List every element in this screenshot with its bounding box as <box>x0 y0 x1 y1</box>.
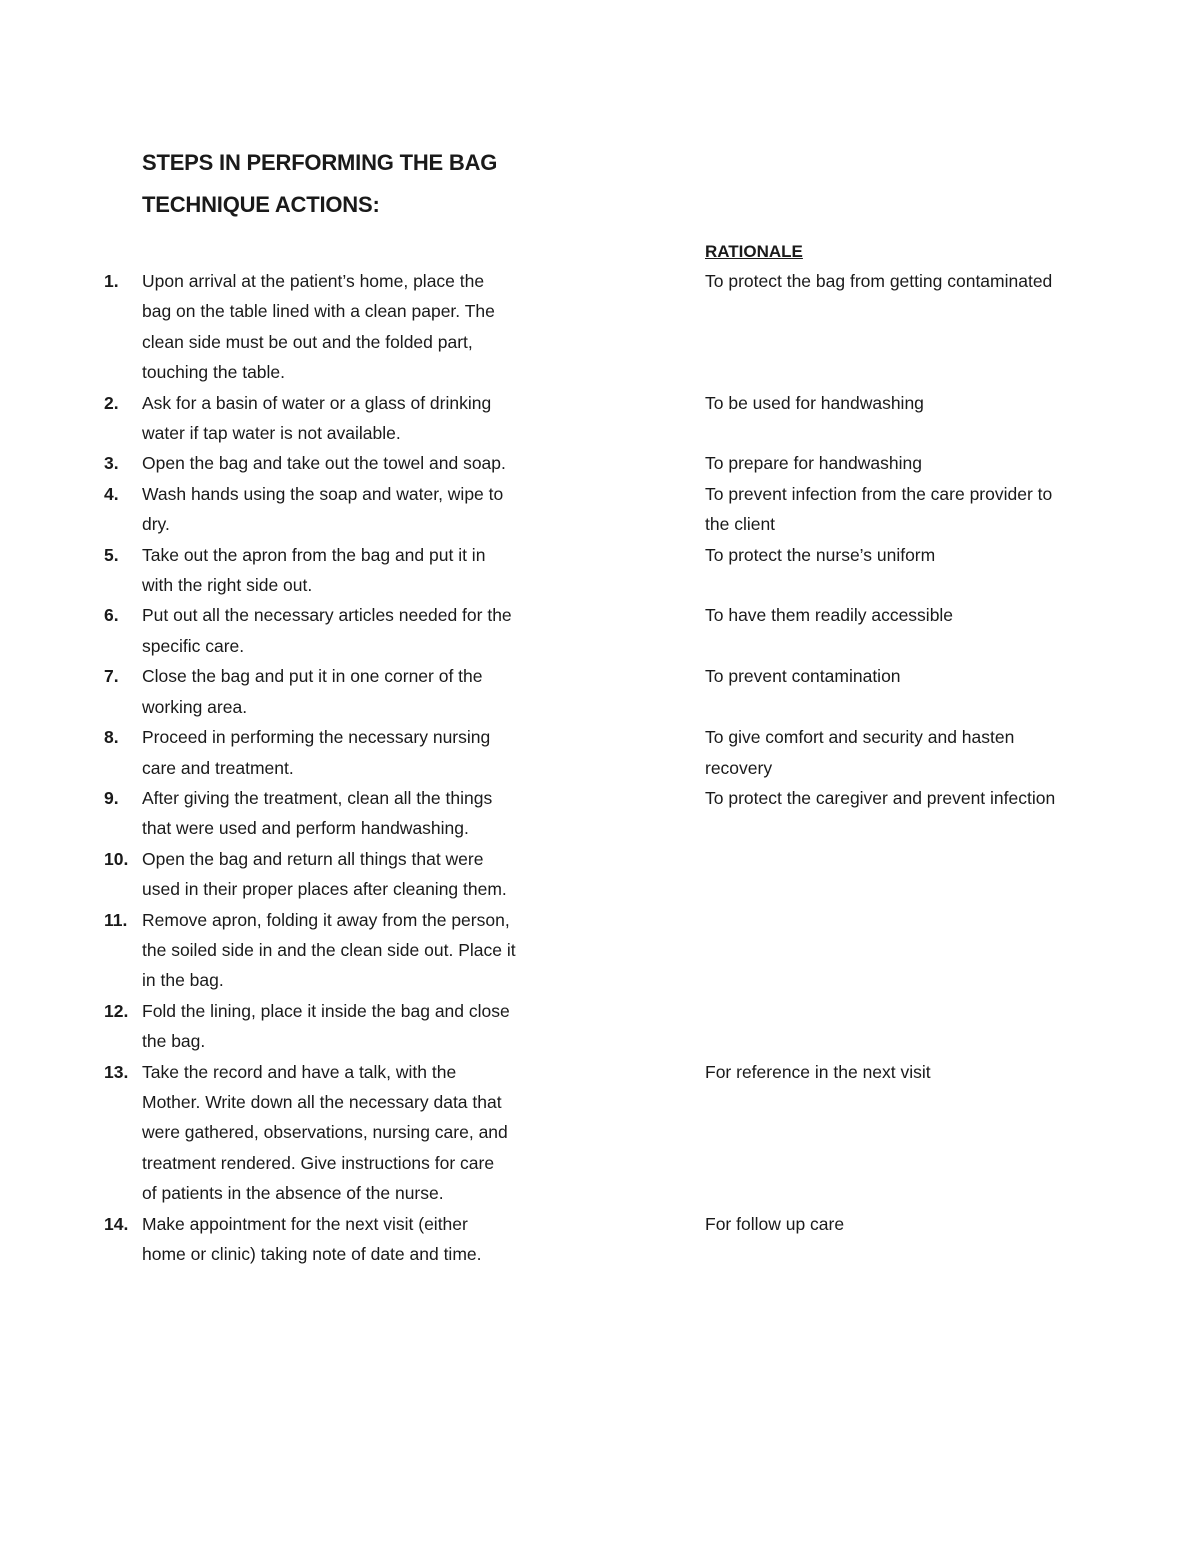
step-rationale <box>705 783 1125 813</box>
step-rationale <box>705 266 1125 296</box>
step-item <box>0 783 1200 844</box>
step-number: 1. <box>104 271 119 291</box>
step-number: 5. <box>104 544 119 565</box>
step-item <box>0 905 1200 996</box>
step-action-line: Proceed in performing the necessary nursing <box>142 727 491 748</box>
step-item <box>0 540 1200 601</box>
step-action-line: clean side must be out and the folded part, <box>142 331 473 352</box>
step-action <box>142 448 572 478</box>
step-item <box>0 996 1200 1057</box>
step-number: 7. <box>104 666 119 687</box>
step-action-line: dry. <box>142 514 170 535</box>
step-item <box>0 266 1200 388</box>
step-action-line: care and treatment. <box>142 757 294 778</box>
step-action <box>142 722 572 783</box>
step-number: 14. <box>104 1213 129 1234</box>
step-rationale-line: To be used for handwashing <box>705 392 924 413</box>
document-title <box>142 142 662 226</box>
step-action-line: home or clinic) taking note of date and time. <box>142 1244 482 1264</box>
step-action-line: Open the bag and take out the towel and soap. <box>142 453 506 474</box>
step-action <box>142 388 572 449</box>
step-number: 10. <box>104 848 129 869</box>
step-number: 4. <box>104 483 119 504</box>
step-rationale-line: To protect the caregiver and prevent infection <box>705 787 1056 808</box>
step-action-line: Mother. Write down all the necessary data that <box>142 1091 502 1112</box>
step-rationale <box>705 479 1125 540</box>
step-rationale-line: For reference in the next visit <box>705 1061 931 1082</box>
step-rationale <box>705 448 1125 478</box>
step-action-line: of patients in the absence of the nurse. <box>142 1183 444 1204</box>
step-action-line: with the right side out. <box>142 575 313 596</box>
step-number: 13. <box>104 1061 129 1082</box>
step-action-line: Take out the apron from the bag and put it in <box>142 544 486 565</box>
step-rationale-line: To have them readily accessible <box>705 605 954 626</box>
step-action-line: treatment rendered. Give instructions for care <box>142 1152 495 1173</box>
step-action-line: in the bag. <box>142 970 224 991</box>
step-item <box>0 661 1200 722</box>
step-action <box>142 1209 572 1270</box>
step-action-line: Make appointment for the next visit (either <box>142 1213 468 1234</box>
step-action-line: the soiled side in and the clean side out. Place it <box>142 939 516 960</box>
step-item <box>0 600 1200 661</box>
step-action-line: Take the record and have a talk, with the <box>142 1061 457 1082</box>
step-action <box>142 540 572 601</box>
step-item <box>0 722 1200 783</box>
step-rationale-line: the client <box>705 514 776 535</box>
step-number: 12. <box>104 1000 129 1021</box>
step-action-line: working area. <box>142 696 248 717</box>
step-action-line: Wash hands using the soap and water, wipe to <box>142 483 504 504</box>
rationale-heading: RATIONALE <box>705 242 803 261</box>
step-rationale <box>705 1209 1125 1239</box>
step-action-line: the bag. <box>142 1031 206 1052</box>
step-action-line: Close the bag and put it in one corner of the <box>142 666 483 687</box>
step-rationale-line: recovery <box>705 757 773 778</box>
step-rationale <box>705 388 1125 418</box>
step-rationale-line: To protect the bag from getting contaminated <box>705 271 1053 291</box>
title-line-2: TECHNIQUE ACTIONS: <box>142 192 380 217</box>
step-rationale <box>705 661 1125 691</box>
step-action-line: used in their proper places after cleaning them. <box>142 879 507 900</box>
step-number: 9. <box>104 787 119 808</box>
step-rationale-line: To prepare for handwashing <box>705 453 922 474</box>
step-number: 6. <box>104 605 119 626</box>
step-rationale-line: To give comfort and security and hasten <box>705 727 1015 748</box>
step-action <box>142 905 572 996</box>
step-action-line: touching the table. <box>142 362 286 383</box>
step-number: 3. <box>104 453 119 474</box>
steps-list <box>0 266 1200 1269</box>
step-rationale-line: For follow up care <box>705 1213 845 1234</box>
step-action-line: bag on the table lined with a clean paper. The <box>142 301 495 322</box>
step-item <box>0 1057 1200 1209</box>
step-action-line: water if tap water is not available. <box>142 423 401 444</box>
step-item <box>0 448 1200 478</box>
step-action <box>142 661 572 722</box>
step-action <box>142 600 572 661</box>
step-action-line: Fold the lining, place it inside the bag and close <box>142 1000 510 1021</box>
step-action-line: Ask for a basin of water or a glass of drinking <box>142 392 492 413</box>
title-line-1: STEPS IN PERFORMING THE BAG <box>142 150 498 175</box>
step-action-line: Put out all the necessary articles needed for the <box>142 605 512 626</box>
step-item <box>0 479 1200 540</box>
step-action-line: Remove apron, folding it away from the person, <box>142 909 510 930</box>
step-rationale-line: To prevent infection from the care provider to <box>705 483 1053 504</box>
step-action <box>142 844 572 905</box>
step-rationale <box>705 600 1125 630</box>
step-rationale <box>705 540 1125 570</box>
step-action <box>142 1057 572 1209</box>
step-item <box>0 844 1200 905</box>
step-number: 11. <box>104 909 128 930</box>
step-action-line: Open the bag and return all things that were <box>142 848 484 869</box>
step-rationale-line: To protect the nurse’s uniform <box>705 544 936 565</box>
step-item <box>0 1209 1200 1270</box>
step-action-line: After giving the treatment, clean all the things <box>142 787 493 808</box>
step-action-line: were gathered, observations, nursing care, and <box>142 1122 508 1143</box>
step-action <box>142 479 572 540</box>
step-rationale-line: To prevent contamination <box>705 666 901 687</box>
step-action <box>142 266 572 388</box>
step-action-line: specific care. <box>142 635 245 656</box>
step-number: 2. <box>104 392 119 413</box>
step-number: 8. <box>104 727 119 748</box>
step-item <box>0 388 1200 449</box>
step-rationale <box>705 722 1125 783</box>
step-action <box>142 783 572 844</box>
step-action-line: Upon arrival at the patient’s home, place the <box>142 271 485 291</box>
step-rationale <box>705 1057 1125 1087</box>
step-action <box>142 996 572 1057</box>
step-action-line: that were used and perform handwashing. <box>142 818 469 839</box>
